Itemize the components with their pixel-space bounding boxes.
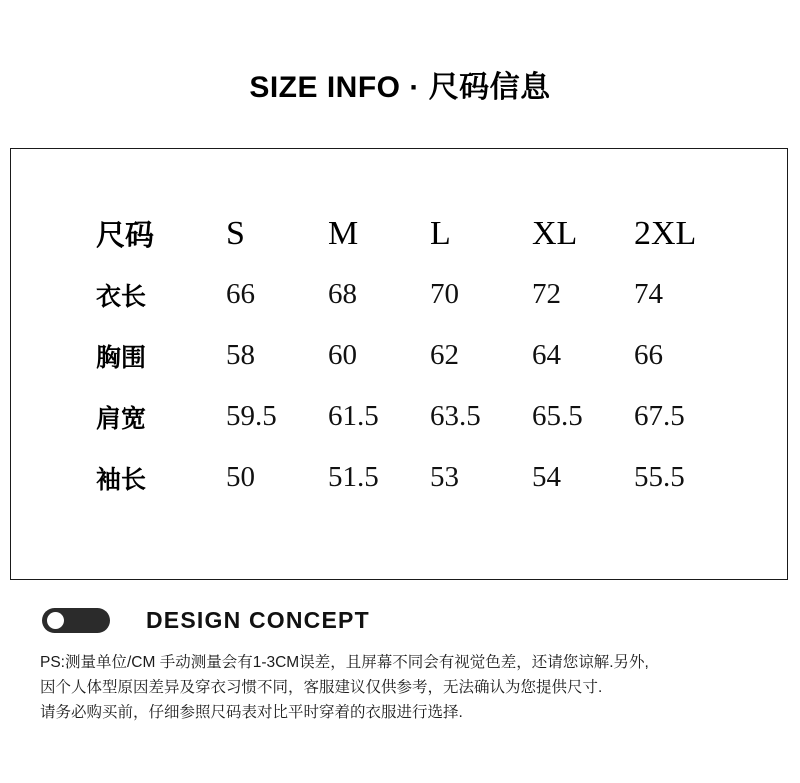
table-row <box>96 447 736 508</box>
cell-bust-xl: 64 <box>532 339 561 371</box>
notes-block <box>40 650 764 725</box>
cell-length-2xl: 74 <box>634 278 663 310</box>
size-table <box>96 203 736 508</box>
toggle-knob-icon <box>47 612 64 629</box>
notes-line-3: 请务必购买前，仔细参照尺码表对比平时穿着的衣服进行选择. <box>40 704 463 721</box>
cell-bust-2xl: 66 <box>634 339 663 371</box>
table-row <box>96 386 736 447</box>
cell-bust-s: 58 <box>226 339 255 371</box>
cell-length-s: 66 <box>226 278 255 310</box>
cell-length-m: 68 <box>328 278 357 310</box>
cell-shoulder-l: 63.5 <box>430 400 481 432</box>
size-column-xl: XL <box>532 214 578 252</box>
cell-bust-m: 60 <box>328 339 357 371</box>
cell-sleeve-2xl: 55.5 <box>634 461 685 493</box>
row-label-sleeve: 袖长 <box>96 465 147 494</box>
design-concept-section <box>42 607 370 634</box>
cell-sleeve-s: 50 <box>226 461 255 493</box>
cell-bust-l: 62 <box>430 339 459 371</box>
design-concept-label: DESIGN CONCEPT <box>146 607 370 633</box>
row-label-length: 衣长 <box>96 282 147 311</box>
toggle-icon <box>42 608 110 633</box>
row-label-shoulder: 肩宽 <box>96 404 147 433</box>
size-corner-label: 尺码 <box>96 220 155 252</box>
cell-sleeve-l: 53 <box>430 461 459 493</box>
size-column-m: M <box>328 214 359 252</box>
notes-line-1: PS:测量单位/CM 手动测量会有1-3CM误差，且屏幕不同会有视觉色差，还请您谅解.另外, <box>40 654 649 671</box>
size-column-l: L <box>430 214 451 252</box>
cell-sleeve-xl: 54 <box>532 461 561 493</box>
row-label-bust: 胸围 <box>96 343 147 372</box>
size-column-2xl: 2XL <box>634 214 697 252</box>
table-header-row <box>96 203 736 264</box>
cell-length-l: 70 <box>430 278 459 310</box>
page-title: SIZE INFO · 尺码信息 <box>249 71 551 104</box>
cell-shoulder-s: 59.5 <box>226 400 277 432</box>
cell-shoulder-m: 61.5 <box>328 400 379 432</box>
table-row <box>96 325 736 386</box>
size-info-card <box>10 148 788 580</box>
cell-sleeve-m: 51.5 <box>328 461 379 493</box>
cell-length-xl: 72 <box>532 278 561 310</box>
cell-shoulder-xl: 65.5 <box>532 400 583 432</box>
notes-line-2: 因个人体型原因差异及穿衣习惯不同，客服建议仅供参考，无法确认为您提供尺寸. <box>40 679 603 696</box>
table-row <box>96 264 736 325</box>
cell-shoulder-2xl: 67.5 <box>634 400 685 432</box>
size-column-s: S <box>226 214 245 252</box>
